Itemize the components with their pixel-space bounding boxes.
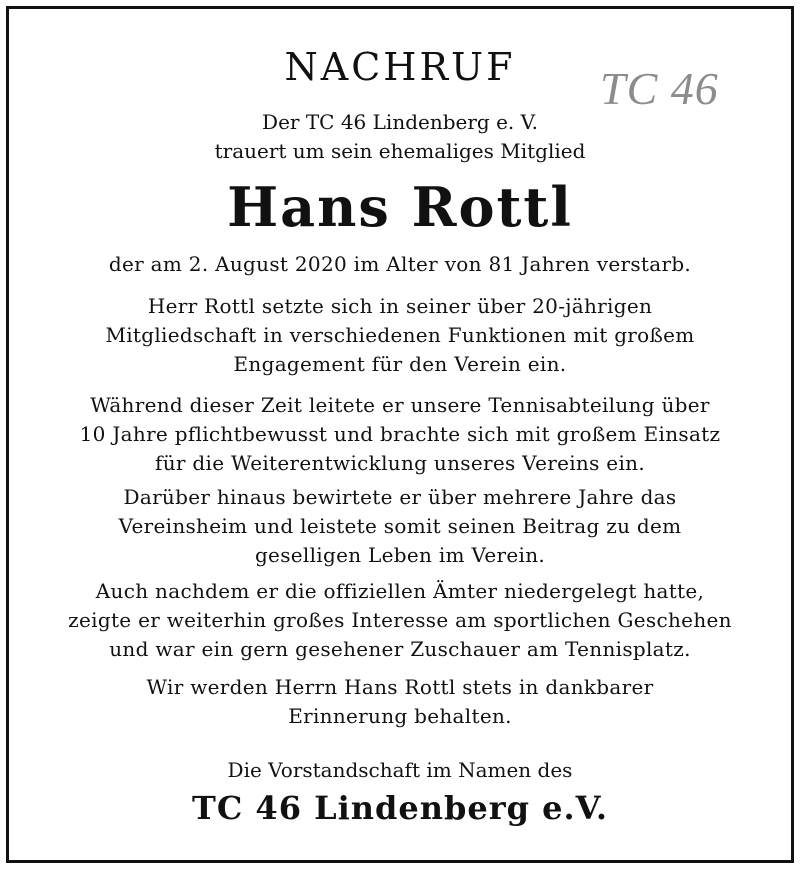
paragraph-line: 10 Jahre pflichtbewusst und brachte sich mit großem Einsatz <box>79 422 721 446</box>
death-date-line: der am 2. August 2020 im Alter von 81 Jahren verstarb. <box>108 252 692 276</box>
paragraph-line: geselligen Leben im Verein. <box>254 543 546 567</box>
paragraph-line: zeigte er weiterhin großes Interesse am sportlichen Geschehen <box>68 608 732 632</box>
intro-line-club: Der TC 46 Lindenberg e. V. <box>262 110 538 134</box>
paragraph-clubhouse <box>0 483 800 570</box>
paragraph-line: für die Weiterentwicklung unseres Vereins ein. <box>155 451 645 475</box>
paragraph-interest <box>0 577 800 664</box>
paragraph-line: Darüber hinaus bewirtete er über mehrere Jahre das <box>123 485 677 509</box>
club-name-signature: TC 46 Lindenberg e.V. <box>192 789 608 827</box>
paragraph-line: Mitgliedschaft in verschiedenen Funktionen mit großem <box>105 323 695 347</box>
obituary-heading: NACHRUF <box>284 45 516 89</box>
signature-line: Die Vorstandschaft im Namen des <box>227 758 573 782</box>
club-logo: TC 46 <box>600 63 719 114</box>
paragraph-line: Herr Rottl setzte sich in seiner über 20-jährigen <box>147 294 653 318</box>
paragraph-remembrance <box>0 673 800 731</box>
paragraph-line: Wir werden Herrn Hans Rottl stets in dankbarer <box>146 675 654 699</box>
intro-line-mourning: trauert um sein ehemaliges Mitglied <box>214 139 586 163</box>
paragraph-line: Engagement für den Verein ein. <box>233 352 567 376</box>
paragraph-line: Auch nachdem er die offiziellen Ämter niedergelegt hatte, <box>95 579 705 603</box>
paragraph-line: Während dieser Zeit leitete er unsere Tennisabteilung über <box>90 393 710 417</box>
paragraph-line: und war ein gern gesehener Zuschauer am Tennisplatz. <box>109 637 691 661</box>
paragraph-membership <box>0 292 800 379</box>
intro-text <box>0 108 800 166</box>
deceased-name: Hans Rottl <box>227 175 573 239</box>
paragraph-line: Erinnerung behalten. <box>288 704 512 728</box>
paragraph-tennis-department <box>0 391 800 478</box>
paragraph-line: Vereinsheim und leistete somit seinen Beitrag zu dem <box>118 514 682 538</box>
